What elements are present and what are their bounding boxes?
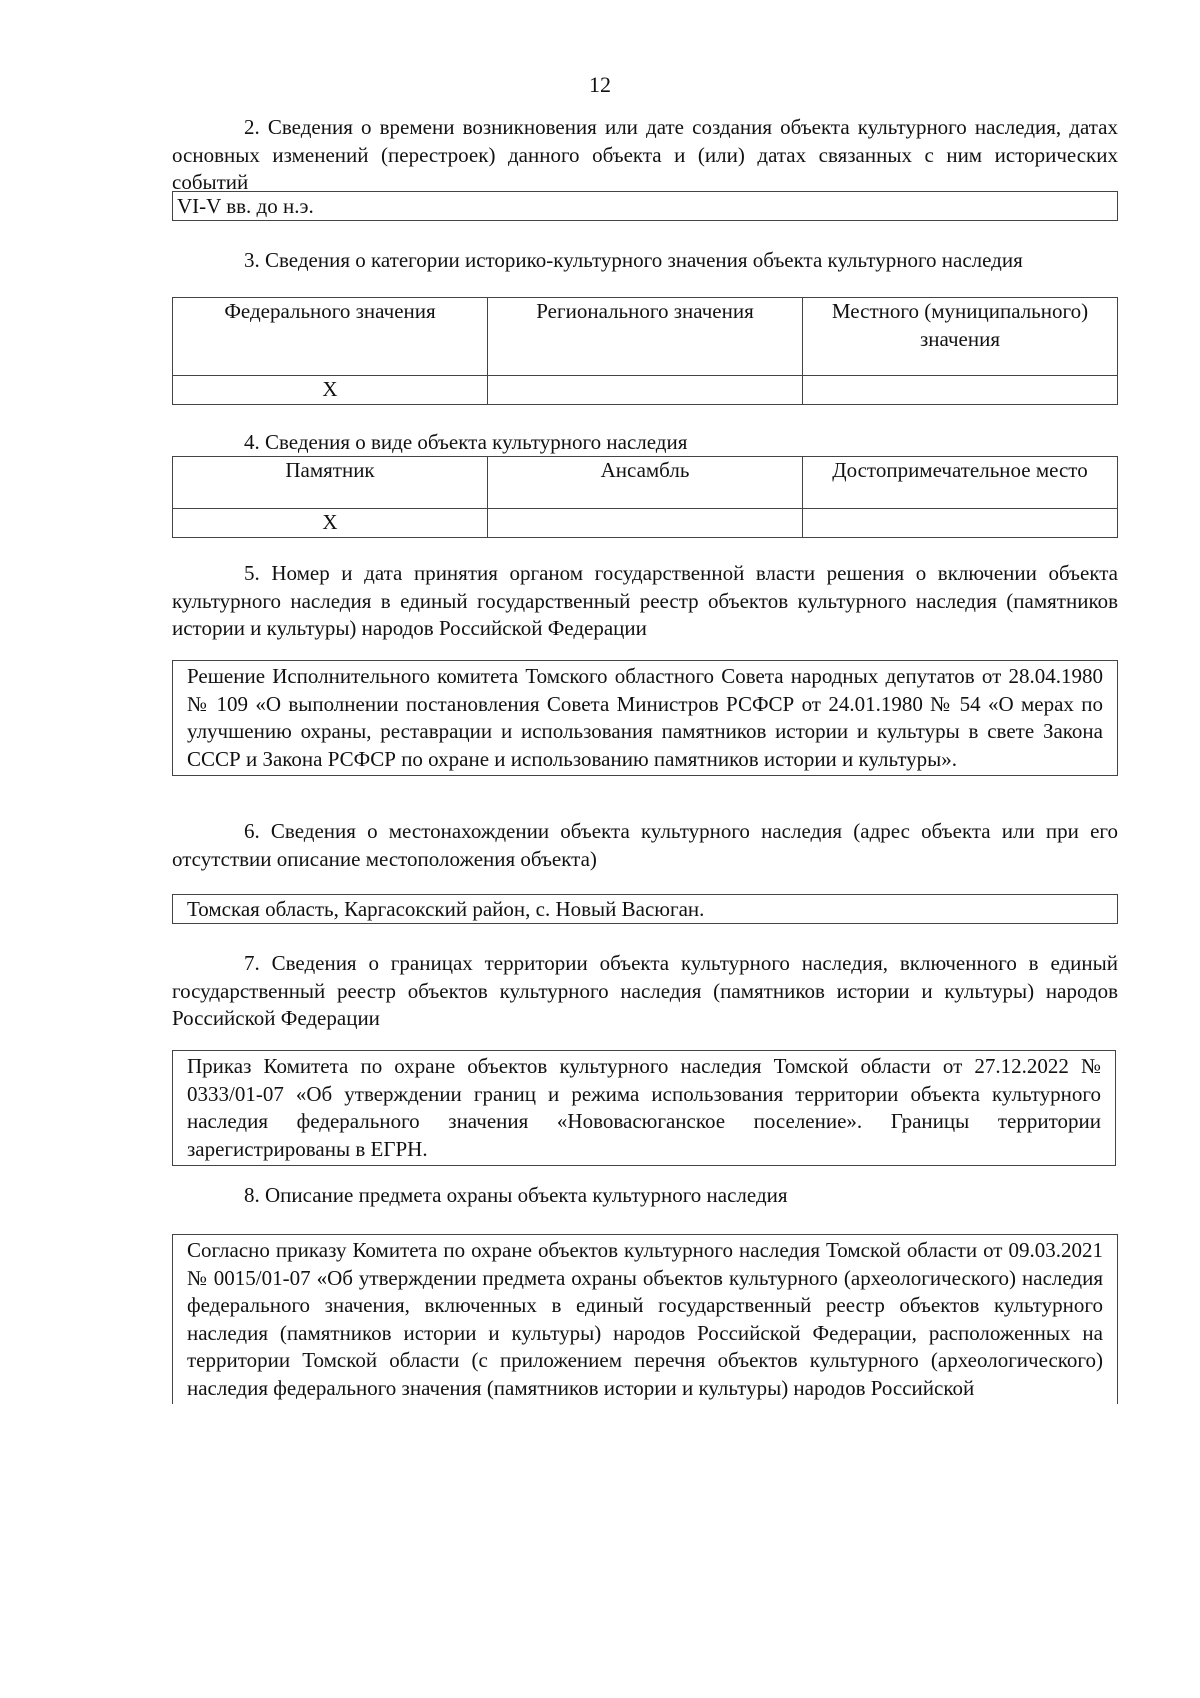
section-3-col-regional: Регионального значения [488,298,803,376]
section-4-col-ensemble: Ансамбль [488,457,803,509]
section-3-col-federal: Федерального значения [173,298,488,376]
section-4-mark-row [173,509,1118,538]
section-4-header-row [173,457,1118,509]
section-2-value-box [172,191,1118,221]
section-3-mark-local [803,376,1118,405]
section-8-value: Согласно приказу Комитета по охране объектов культурного наследия Томской области от 09.03.2021 № 0015/01-07 «Об утверждении предмета охраны объектов культурного (археологического) наследия федерального значения, включенных в единый государственный реестр объектов культурного наследия (памятников истории и культуры) народов Российской Федерации, расположенных на территории Томской области (с приложением перечня объектов культурного (археологического) наследия федерального значения (памятников истории и культуры) народов Российской [187,1238,1103,1400]
section-6-value-box [172,894,1118,924]
section-3-mark-row [173,376,1118,405]
section-3-heading: 3. Сведения о категории историко-культурного значения объекта культурного наследия [244,248,1023,272]
section-4-mark-landmark [803,509,1118,538]
section-3-mark-regional [488,376,803,405]
section-5-value: Решение Исполнительного комитета Томского областного Совета народных депутатов от 28.04.1980 № 109 «О выполнении постановления Совета Министров РСФСР от 24.01.1980 № 54 «О мерах по улучшению охраны, реставрации и использования памятников истории и культуры в свете Закона СССР и Закона РСФСР по охране и использованию памятников истории и культуры». [187,664,1103,771]
page-number: 12 [589,72,611,97]
section-5-value-box [172,660,1118,776]
section-7-value: Приказ Комитета по охране объектов культурного наследия Томской области от 27.12.2022 № 0333/01-07 «Об утверждении границ и режима использования территории объекта культурного наследия федерального значения «Нововасюганское поселение». Границы территории зарегистрированы в ЕГРН. [187,1054,1101,1161]
section-5-heading: 5. Номер и дата принятия органом государственной власти решения о включении объекта культурного наследия в единый государственный реестр объектов культурного наследия (памятников истории и культуры) народов Российской Федерации [172,561,1118,640]
section-4-mark-monument: X [173,509,488,538]
section-2-value: VI-V вв. до н.э. [177,194,314,218]
section-2-heading: 2. Сведения о времени возникновения или дате создания объекта культурного наследия, датах основных изменений (перестроек) данного объекта и (или) датах связанных с ним исторических событий [172,115,1118,194]
section-3-table [172,297,1118,405]
section-4-mark-ensemble [488,509,803,538]
section-3-header-row [173,298,1118,376]
section-4-heading: 4. Сведения о виде объекта культурного наследия [244,430,688,454]
section-7-heading: 7. Сведения о границах территории объекта культурного наследия, включенного в единый государственный реестр объектов культурного наследия (памятников истории и культуры) народов Российской Федерации [172,951,1118,1030]
section-8-value-box [172,1234,1118,1404]
section-6-heading: 6. Сведения о местонахождении объекта культурного наследия (адрес объекта или при его отсутствии описание местоположения объекта) [172,819,1118,871]
section-3-col-local: Местного (муниципального) значения [803,298,1118,376]
section-3-mark-federal: X [173,376,488,405]
section-8-heading: 8. Описание предмета охраны объекта культурного наследия [244,1183,788,1207]
section-4-table [172,456,1118,538]
section-4-col-landmark: Достопримечательное место [803,457,1118,509]
section-7-value-box [172,1050,1116,1166]
section-4-col-monument: Памятник [173,457,488,509]
section-6-value: Томская область, Каргасокский район, с. Новый Васюган. [187,897,705,921]
